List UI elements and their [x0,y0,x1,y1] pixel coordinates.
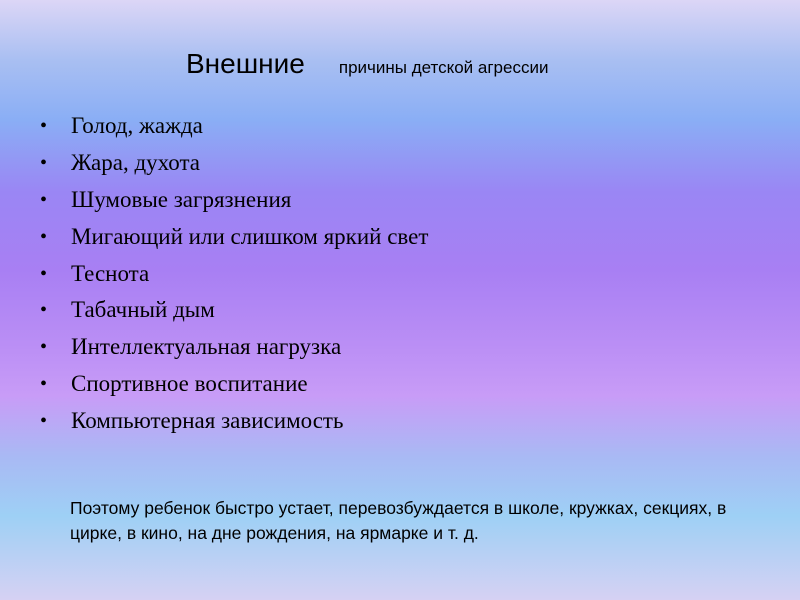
bullet-icon: • [40,188,48,211]
list-item-text: Теснота [71,260,150,286]
list-item [40,145,428,182]
list-item-text: Компьютерная зависимость [71,408,344,434]
bullet-icon: • [40,299,48,322]
list-item-text: Спортивное воспитание [71,371,308,397]
list-item [40,256,428,293]
bullet-icon: • [40,410,48,433]
list-item [40,108,428,145]
list-item-text: Голод, жажда [71,113,203,138]
bullet-icon: • [40,151,48,174]
title-main: Внешние [186,48,305,79]
bullet-list [40,108,428,440]
list-item [40,182,428,219]
bullet-icon: • [40,336,48,359]
bullet-icon: • [40,262,48,285]
bullet-icon: • [40,115,48,137]
list-item-text: Табачный дым [71,297,215,323]
list-item-text: Мигающий или слишком яркий свет [71,223,429,249]
list-item [40,403,428,440]
bullet-icon: • [40,373,48,396]
list-item-text: Шумовые загрязнения [71,186,292,212]
list-item-text: Жара, духота [71,149,201,175]
slide-title [186,48,548,80]
conclusion-note: Поэтому ребенок быстро устает, перевозбуждается в школе, кружках, секциях, в цирке, в кино, на дне рождения, на ярмарке и т. д. [70,497,727,543]
list-item [40,292,428,329]
list-item [40,219,428,256]
list-item [40,366,428,403]
title-subtitle: причины детской агрессии [338,58,549,77]
list-item-text: Интеллектуальная нагрузка [71,334,342,360]
list-item [40,329,428,366]
bullet-icon: • [40,225,48,248]
